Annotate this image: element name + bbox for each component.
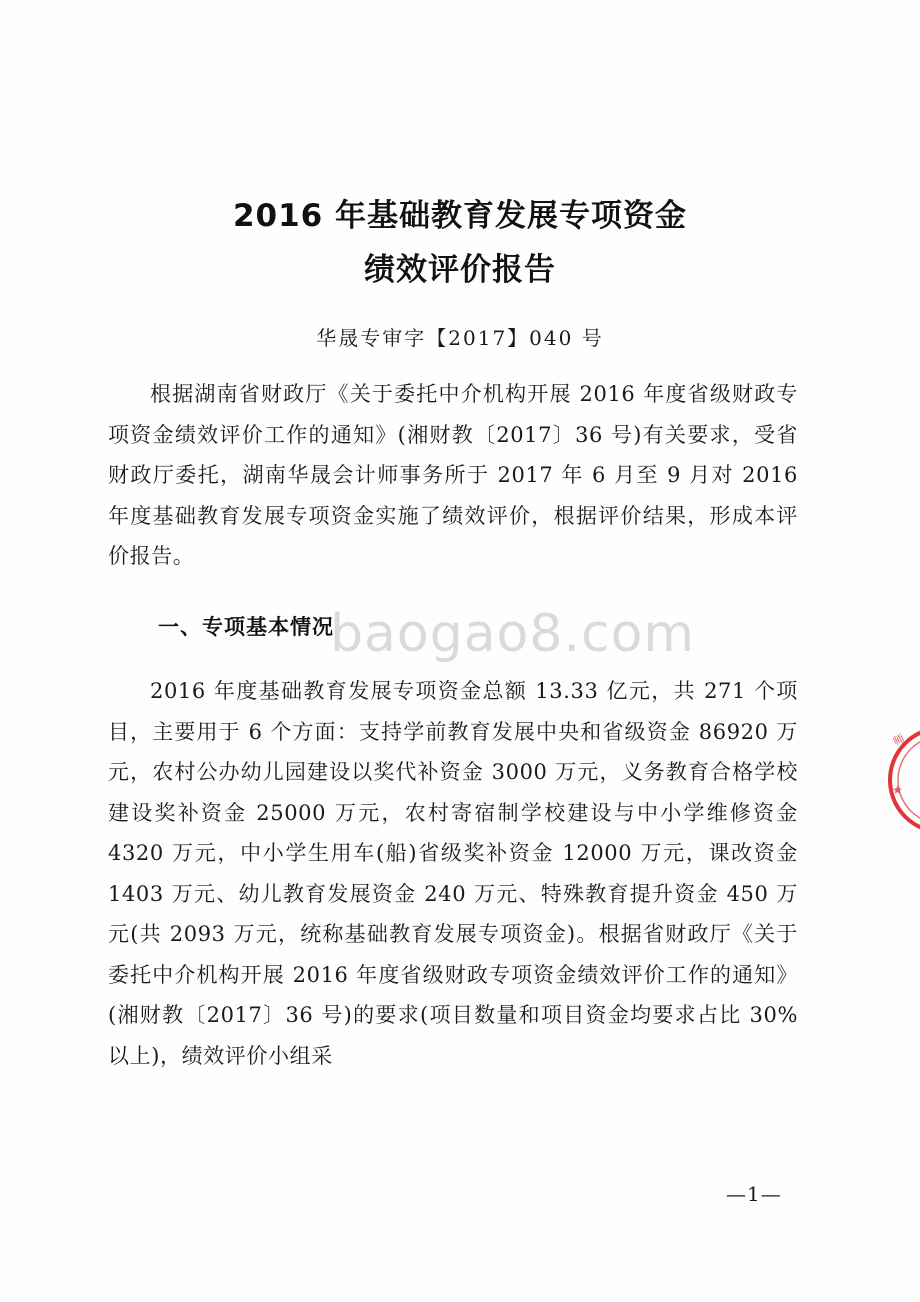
- svg-text:★: ★: [892, 783, 903, 797]
- red-seal-stamp-icon: [882, 724, 920, 836]
- body-paragraph: 2016 年度基础教育发展专项资金总额 13.33 亿元，共 271 个项目，主要用于 6 个方面：支持学前教育发展中央和省级资金 86920 万元，农村公办幼儿园建设以奖代补资金 3000 万元，义务教育合格学校建设奖补资金 25000 万元，农村寄宿制学校建设与中小学维修资金 4320 万元，中小学生用车(船)省级奖补资金 12000 万元，课改资金 1403 万元、幼儿教育发展资金 240 万元、特殊教育提升资金 450 万元(共 2093 万元，统称基础教育发展专项资金)。根据省财政厅《关于委托中介机构开展 2016 年度省级财政专项资金绩效评价工作的通知》(湘财教〔2017〕36 号)的要求(项目数量和项目资金均要求占比 30%以上)，绩效评价小组采: [108, 679, 798, 1068]
- page-number: —1—: [726, 1182, 782, 1206]
- intro-paragraph: 根据湖南省财政厅《关于委托中介机构开展 2016 年度省级财政专项资金绩效评价工作的通知》(湘财教〔2017〕36 号)有关要求，受省财政厅委托，湖南华晟会计师事务所于 2017 年 6 月至 9 月对 2016 年度基础教育发展专项资金实施了绩效评价，根据评价结果，形成本评价报告。: [108, 382, 798, 568]
- report-title-line-2: 绩效评价报告: [364, 252, 556, 288]
- report-title-line-1: 2016 年基础教育发展专项资金: [232, 198, 688, 234]
- document-number: 华晟专审字【2017】040 号: [316, 326, 604, 350]
- section-heading: 一、专项基本情况: [158, 615, 334, 639]
- svg-text:师: 师: [891, 731, 908, 749]
- watermark: baogao8.com: [330, 604, 696, 664]
